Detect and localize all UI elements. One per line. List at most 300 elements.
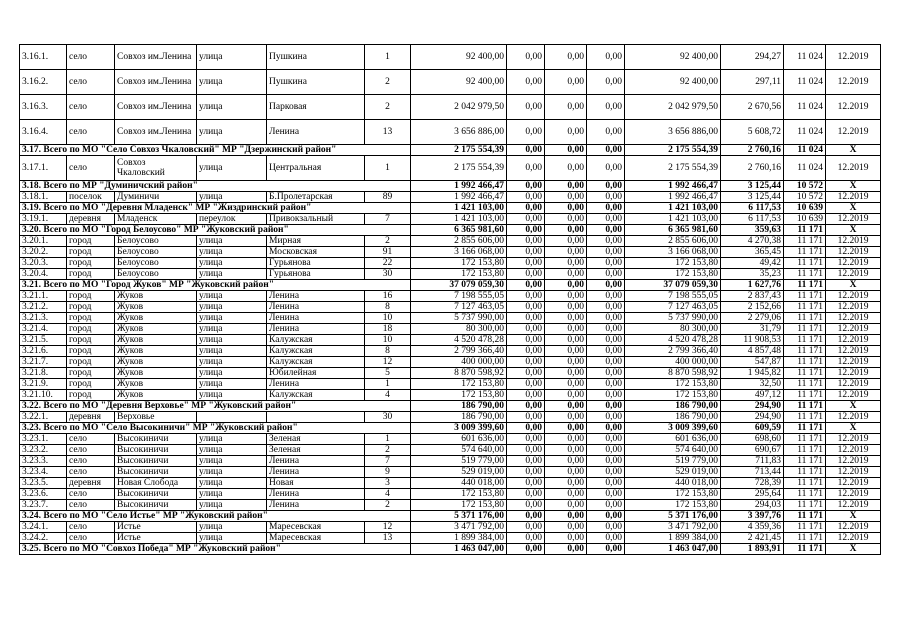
local-budget-cell: 0,00 — [587, 379, 625, 390]
fund-share-cell: 0,00 — [507, 280, 545, 291]
row-number-cell: 3.23.3. — [20, 456, 67, 467]
owners-funds-cell: 1 463 047,00 — [625, 544, 721, 555]
row-number-cell: 3.16.1. — [20, 45, 67, 70]
table-row — [20, 258, 881, 269]
max-cost-cell: 11 171 — [784, 489, 826, 500]
owners-funds-cell: 3 471 792,00 — [625, 522, 721, 533]
local-budget-cell: 0,00 — [587, 291, 625, 302]
street-type-cell: улица — [197, 467, 267, 478]
settlement-type-cell: село — [67, 533, 115, 544]
house-number-cell: 18 — [365, 324, 411, 335]
owners-funds-cell: 2 799 366,40 — [625, 346, 721, 357]
owners-funds-cell: 172 153,80 — [625, 500, 721, 511]
cost-per-sqm-cell: 711,83 — [721, 456, 784, 467]
local-budget-cell: 0,00 — [587, 357, 625, 368]
table-row — [20, 335, 881, 346]
street-name-cell: Зеленая — [267, 434, 365, 445]
local-budget-cell: 0,00 — [587, 434, 625, 445]
street-name-cell: Маресевская — [267, 533, 365, 544]
completion-date-cell: X — [826, 280, 881, 291]
subtotal-label: 3.25. Всего по МО "Совхоз Победа" МР "Жуковский район" — [20, 544, 411, 555]
total-cost-cell: 4 520 478,28 — [411, 335, 507, 346]
row-number-cell: 3.21.3. — [20, 313, 67, 324]
settlement-type-cell: город — [67, 368, 115, 379]
local-budget-cell: 0,00 — [587, 302, 625, 313]
owners-funds-cell: 601 636,00 — [625, 434, 721, 445]
fund-share-cell: 0,00 — [507, 368, 545, 379]
street-type-cell: улица — [197, 95, 267, 120]
fund-share-cell: 0,00 — [507, 95, 545, 120]
row-number-cell: 3.21.9. — [20, 379, 67, 390]
regional-budget-cell: 0,00 — [545, 70, 587, 95]
row-number-cell: 3.23.2. — [20, 445, 67, 456]
settlement-type-cell: деревня — [67, 478, 115, 489]
street-type-cell: улица — [197, 434, 267, 445]
row-number-cell: 3.18.1. — [20, 192, 67, 203]
row-number-cell: 3.16.3. — [20, 95, 67, 120]
street-type-cell: улица — [197, 346, 267, 357]
max-cost-cell: 11 171 — [784, 544, 826, 555]
cost-per-sqm-cell: 11 908,53 — [721, 335, 784, 346]
house-number-cell: 1 — [365, 434, 411, 445]
max-cost-cell: 11 171 — [784, 511, 826, 522]
total-cost-cell: 519 779,00 — [411, 456, 507, 467]
fund-share-cell: 0,00 — [507, 181, 545, 192]
settlement-name-cell: Жуков — [115, 291, 197, 302]
row-number-cell: 3.23.6. — [20, 489, 67, 500]
regional-budget-cell: 0,00 — [545, 45, 587, 70]
settlement-type-cell: город — [67, 324, 115, 335]
owners-funds-cell: 1 992 466,47 — [625, 192, 721, 203]
street-name-cell: Пушкина — [267, 70, 365, 95]
street-name-cell: Маресевская — [267, 522, 365, 533]
regional-budget-cell: 0,00 — [545, 192, 587, 203]
fund-share-cell: 0,00 — [507, 401, 545, 412]
cost-per-sqm-cell: 2 670,56 — [721, 95, 784, 120]
owners-funds-cell: 4 520 478,28 — [625, 335, 721, 346]
cost-per-sqm-cell: 3 125,44 — [721, 192, 784, 203]
settlement-name-cell: Жуков — [115, 346, 197, 357]
local-budget-cell: 0,00 — [587, 456, 625, 467]
total-cost-cell: 172 153,80 — [411, 269, 507, 280]
total-cost-cell: 1 421 103,00 — [411, 214, 507, 225]
local-budget-cell: 0,00 — [587, 423, 625, 434]
completion-date-cell: 12.2019 — [826, 390, 881, 401]
row-number-cell: 3.21.8. — [20, 368, 67, 379]
completion-date-cell: X — [826, 544, 881, 555]
owners-funds-cell: 3 656 886,00 — [625, 120, 721, 145]
local-budget-cell: 0,00 — [587, 522, 625, 533]
street-type-cell: улица — [197, 445, 267, 456]
local-budget-cell: 0,00 — [587, 214, 625, 225]
cost-per-sqm-cell: 295,64 — [721, 489, 784, 500]
subtotal-label: 3.23. Всего по МО "Село Высокиничи" МР "Жуковский район" — [20, 423, 411, 434]
settlement-type-cell: село — [67, 489, 115, 500]
fund-share-cell: 0,00 — [507, 156, 545, 181]
max-cost-cell: 11 171 — [784, 247, 826, 258]
completion-date-cell: 12.2019 — [826, 456, 881, 467]
completion-date-cell: X — [826, 145, 881, 156]
local-budget-cell: 0,00 — [587, 247, 625, 258]
row-number-cell: 3.24.1. — [20, 522, 67, 533]
street-name-cell: Ленина — [267, 313, 365, 324]
max-cost-cell: 10 572 — [784, 181, 826, 192]
completion-date-cell: 12.2019 — [826, 324, 881, 335]
street-name-cell: Ленина — [267, 489, 365, 500]
settlement-type-cell: город — [67, 335, 115, 346]
street-type-cell: переулок — [197, 214, 267, 225]
table-row — [20, 390, 881, 401]
settlement-type-cell: село — [67, 120, 115, 145]
settlement-type-cell: село — [67, 70, 115, 95]
cost-per-sqm-cell: 547,87 — [721, 357, 784, 368]
cost-per-sqm-cell: 497,12 — [721, 390, 784, 401]
street-name-cell: Б.Пролетарская — [267, 192, 365, 203]
regional-budget-cell: 0,00 — [545, 368, 587, 379]
street-name-cell: Ленина — [267, 120, 365, 145]
regional-budget-cell: 0,00 — [545, 412, 587, 423]
regional-budget-cell: 0,00 — [545, 280, 587, 291]
local-budget-cell: 0,00 — [587, 511, 625, 522]
total-cost-cell: 3 009 399,60 — [411, 423, 507, 434]
completion-date-cell: 12.2019 — [826, 247, 881, 258]
row-number-cell: 3.24.2. — [20, 533, 67, 544]
max-cost-cell: 11 171 — [784, 368, 826, 379]
fund-share-cell: 0,00 — [507, 225, 545, 236]
total-cost-cell: 186 790,00 — [411, 401, 507, 412]
cost-per-sqm-cell: 1 893,91 — [721, 544, 784, 555]
settlement-type-cell: село — [67, 434, 115, 445]
table-row — [20, 214, 881, 225]
settlement-name-cell: Белоусово — [115, 258, 197, 269]
street-type-cell: улица — [197, 302, 267, 313]
regional-budget-cell: 0,00 — [545, 291, 587, 302]
street-name-cell: Ленина — [267, 302, 365, 313]
completion-date-cell: X — [826, 203, 881, 214]
owners-funds-cell: 172 153,80 — [625, 390, 721, 401]
house-number-cell: 89 — [365, 192, 411, 203]
cost-per-sqm-cell: 4 857,48 — [721, 346, 784, 357]
completion-date-cell: X — [826, 181, 881, 192]
house-number-cell: 2 — [365, 236, 411, 247]
total-cost-cell: 3 471 792,00 — [411, 522, 507, 533]
max-cost-cell: 11 171 — [784, 258, 826, 269]
regional-budget-cell: 0,00 — [545, 511, 587, 522]
fund-share-cell: 0,00 — [507, 346, 545, 357]
settlement-name-cell: Белоусово — [115, 269, 197, 280]
house-number-cell: 5 — [365, 368, 411, 379]
street-name-cell: Гурьянова — [267, 258, 365, 269]
fund-share-cell: 0,00 — [507, 522, 545, 533]
subtotal-label: 3.19. Всего по МО "Деревня Младенск" МР "Жиздринский район" — [20, 203, 411, 214]
fund-share-cell: 0,00 — [507, 478, 545, 489]
fund-share-cell: 0,00 — [507, 434, 545, 445]
total-cost-cell: 1 899 384,00 — [411, 533, 507, 544]
total-cost-cell: 1 421 103,00 — [411, 203, 507, 214]
house-number-cell: 4 — [365, 489, 411, 500]
house-number-cell: 9 — [365, 467, 411, 478]
owners-funds-cell: 400 000,00 — [625, 357, 721, 368]
table-row — [20, 247, 881, 258]
owners-funds-cell: 172 153,80 — [625, 258, 721, 269]
completion-date-cell: 12.2019 — [826, 302, 881, 313]
max-cost-cell: 11 024 — [784, 45, 826, 70]
settlement-name-cell: Высокиничи — [115, 445, 197, 456]
house-number-cell: 13 — [365, 120, 411, 145]
max-cost-cell: 10 572 — [784, 192, 826, 203]
completion-date-cell: 12.2019 — [826, 313, 881, 324]
street-name-cell: Ленина — [267, 500, 365, 511]
house-number-cell: 2 — [365, 500, 411, 511]
max-cost-cell: 11 171 — [784, 390, 826, 401]
table-row — [20, 533, 881, 544]
cost-per-sqm-cell: 294,03 — [721, 500, 784, 511]
completion-date-cell: 12.2019 — [826, 379, 881, 390]
house-number-cell: 2 — [365, 445, 411, 456]
settlement-type-cell: город — [67, 236, 115, 247]
max-cost-cell: 11 171 — [784, 291, 826, 302]
owners-funds-cell: 80 300,00 — [625, 324, 721, 335]
street-type-cell: улица — [197, 456, 267, 467]
fund-share-cell: 0,00 — [507, 412, 545, 423]
settlement-type-cell: село — [67, 95, 115, 120]
house-number-cell: 12 — [365, 522, 411, 533]
regional-budget-cell: 0,00 — [545, 445, 587, 456]
table-row — [20, 445, 881, 456]
max-cost-cell: 11 171 — [784, 467, 826, 478]
settlement-name-cell: Новая Слобода — [115, 478, 197, 489]
local-budget-cell: 0,00 — [587, 95, 625, 120]
table-row — [20, 379, 881, 390]
street-type-cell — [197, 412, 267, 423]
owners-funds-cell: 440 018,00 — [625, 478, 721, 489]
house-number-cell: 8 — [365, 346, 411, 357]
owners-funds-cell: 5 737 990,00 — [625, 313, 721, 324]
cost-per-sqm-cell: 728,39 — [721, 478, 784, 489]
completion-date-cell: 12.2019 — [826, 120, 881, 145]
max-cost-cell: 11 024 — [784, 120, 826, 145]
regional-budget-cell: 0,00 — [545, 467, 587, 478]
table-row — [20, 434, 881, 445]
max-cost-cell: 11 171 — [784, 445, 826, 456]
subtotal-row — [20, 401, 881, 412]
owners-funds-cell: 37 079 059,30 — [625, 280, 721, 291]
total-cost-cell: 2 175 554,39 — [411, 145, 507, 156]
owners-funds-cell: 1 992 466,47 — [625, 181, 721, 192]
max-cost-cell: 11 171 — [784, 379, 826, 390]
house-number-cell: 22 — [365, 258, 411, 269]
total-cost-cell: 92 400,00 — [411, 45, 507, 70]
cost-per-sqm-cell: 294,90 — [721, 401, 784, 412]
street-name-cell: Зеленая — [267, 445, 365, 456]
settlement-name-cell: Совхоз им.Ленина — [115, 45, 197, 70]
local-budget-cell: 0,00 — [587, 390, 625, 401]
subtotal-row — [20, 544, 881, 555]
settlement-type-cell: село — [67, 467, 115, 478]
fund-share-cell: 0,00 — [507, 533, 545, 544]
regional-budget-cell: 0,00 — [545, 120, 587, 145]
cost-per-sqm-cell: 32,50 — [721, 379, 784, 390]
street-type-cell: улица — [197, 269, 267, 280]
total-cost-cell: 8 870 598,92 — [411, 368, 507, 379]
house-number-cell: 30 — [365, 412, 411, 423]
settlement-name-cell: Жуков — [115, 379, 197, 390]
total-cost-cell: 5 371 176,00 — [411, 511, 507, 522]
total-cost-cell: 172 153,80 — [411, 489, 507, 500]
street-type-cell: улица — [197, 313, 267, 324]
street-name-cell: Мирная — [267, 236, 365, 247]
owners-funds-cell: 1 421 103,00 — [625, 203, 721, 214]
table-row — [20, 192, 881, 203]
fund-share-cell: 0,00 — [507, 192, 545, 203]
fund-share-cell: 0,00 — [507, 390, 545, 401]
local-budget-cell: 0,00 — [587, 346, 625, 357]
owners-funds-cell: 5 371 176,00 — [625, 511, 721, 522]
local-budget-cell: 0,00 — [587, 236, 625, 247]
settlement-name-cell: Жуков — [115, 324, 197, 335]
owners-funds-cell: 172 153,80 — [625, 269, 721, 280]
regional-budget-cell: 0,00 — [545, 489, 587, 500]
regional-budget-cell: 0,00 — [545, 95, 587, 120]
settlement-name-cell: Младенск — [115, 214, 197, 225]
row-number-cell: 3.16.4. — [20, 120, 67, 145]
street-type-cell: улица — [197, 379, 267, 390]
total-cost-cell: 1 992 466,47 — [411, 192, 507, 203]
street-name-cell: Калужская — [267, 335, 365, 346]
completion-date-cell: 12.2019 — [826, 434, 881, 445]
total-cost-cell: 2 042 979,50 — [411, 95, 507, 120]
table-row — [20, 291, 881, 302]
max-cost-cell: 11 171 — [784, 269, 826, 280]
cost-per-sqm-cell: 2 760,16 — [721, 145, 784, 156]
fund-share-cell: 0,00 — [507, 258, 545, 269]
fund-share-cell: 0,00 — [507, 236, 545, 247]
local-budget-cell: 0,00 — [587, 500, 625, 511]
house-number-cell: 10 — [365, 335, 411, 346]
house-number-cell: 4 — [365, 390, 411, 401]
street-type-cell: улица — [197, 533, 267, 544]
settlement-type-cell: город — [67, 247, 115, 258]
cost-per-sqm-cell: 359,63 — [721, 225, 784, 236]
local-budget-cell: 0,00 — [587, 156, 625, 181]
table-body — [20, 45, 881, 555]
total-cost-cell: 601 636,00 — [411, 434, 507, 445]
total-cost-cell: 7 198 555,05 — [411, 291, 507, 302]
settlement-type-cell: село — [67, 156, 115, 181]
house-number-cell: 7 — [365, 456, 411, 467]
max-cost-cell: 11 171 — [784, 434, 826, 445]
total-cost-cell: 6 365 981,60 — [411, 225, 507, 236]
settlement-type-cell: деревня — [67, 412, 115, 423]
local-budget-cell: 0,00 — [587, 45, 625, 70]
cost-per-sqm-cell: 6 117,53 — [721, 214, 784, 225]
local-budget-cell: 0,00 — [587, 258, 625, 269]
owners-funds-cell: 574 640,00 — [625, 445, 721, 456]
completion-date-cell: 12.2019 — [826, 489, 881, 500]
settlement-name-cell: Истье — [115, 522, 197, 533]
cost-per-sqm-cell: 4 270,38 — [721, 236, 784, 247]
settlement-type-cell: село — [67, 445, 115, 456]
regional-budget-cell: 0,00 — [545, 379, 587, 390]
fund-share-cell: 0,00 — [507, 456, 545, 467]
owners-funds-cell: 2 042 979,50 — [625, 95, 721, 120]
subtotal-row — [20, 423, 881, 434]
owners-funds-cell: 2 175 554,39 — [625, 145, 721, 156]
completion-date-cell: 12.2019 — [826, 357, 881, 368]
table-row — [20, 302, 881, 313]
max-cost-cell: 11 171 — [784, 500, 826, 511]
completion-date-cell: 12.2019 — [826, 368, 881, 379]
owners-funds-cell: 2 855 606,00 — [625, 236, 721, 247]
cost-per-sqm-cell: 690,67 — [721, 445, 784, 456]
total-cost-cell: 529 019,00 — [411, 467, 507, 478]
max-cost-cell: 11 024 — [784, 95, 826, 120]
street-type-cell: улица — [197, 70, 267, 95]
settlement-type-cell: город — [67, 291, 115, 302]
fund-share-cell: 0,00 — [507, 313, 545, 324]
street-name-cell: Ленина — [267, 467, 365, 478]
document-sheet — [19, 44, 881, 555]
regional-budget-cell: 0,00 — [545, 346, 587, 357]
settlement-name-cell: Белоусово — [115, 247, 197, 258]
fund-share-cell: 0,00 — [507, 379, 545, 390]
settlement-name-cell: Высокиничи — [115, 467, 197, 478]
max-cost-cell: 11 171 — [784, 456, 826, 467]
settlement-name-cell: Высокиничи — [115, 500, 197, 511]
row-number-cell: 3.21.6. — [20, 346, 67, 357]
street-name-cell: Гурьянова — [267, 269, 365, 280]
street-name-cell: Ленина — [267, 324, 365, 335]
completion-date-cell: 12.2019 — [826, 346, 881, 357]
housing-program-table — [19, 44, 881, 555]
regional-budget-cell: 0,00 — [545, 258, 587, 269]
fund-share-cell: 0,00 — [507, 467, 545, 478]
settlement-type-cell: город — [67, 390, 115, 401]
local-budget-cell: 0,00 — [587, 70, 625, 95]
local-budget-cell: 0,00 — [587, 412, 625, 423]
cost-per-sqm-cell: 713,44 — [721, 467, 784, 478]
max-cost-cell: 11 024 — [784, 156, 826, 181]
settlement-name-cell: Белоусово — [115, 236, 197, 247]
local-budget-cell: 0,00 — [587, 445, 625, 456]
fund-share-cell: 0,00 — [507, 291, 545, 302]
street-name-cell: Калужская — [267, 357, 365, 368]
regional-budget-cell: 0,00 — [545, 423, 587, 434]
settlement-type-cell: город — [67, 258, 115, 269]
settlement-name-cell: Совхоз им.Ленина — [115, 70, 197, 95]
subtotal-row — [20, 225, 881, 236]
completion-date-cell: 12.2019 — [826, 236, 881, 247]
row-number-cell: 3.21.5. — [20, 335, 67, 346]
settlement-name-cell: Совхоз им.Ленина — [115, 95, 197, 120]
local-budget-cell: 0,00 — [587, 533, 625, 544]
fund-share-cell: 0,00 — [507, 324, 545, 335]
regional-budget-cell: 0,00 — [545, 214, 587, 225]
local-budget-cell: 0,00 — [587, 203, 625, 214]
house-number-cell: 13 — [365, 533, 411, 544]
cost-per-sqm-cell: 31,79 — [721, 324, 784, 335]
total-cost-cell: 172 153,80 — [411, 379, 507, 390]
row-number-cell: 3.16.2. — [20, 70, 67, 95]
street-name-cell: Ленина — [267, 291, 365, 302]
street-type-cell: улица — [197, 478, 267, 489]
owners-funds-cell: 1 899 384,00 — [625, 533, 721, 544]
local-budget-cell: 0,00 — [587, 192, 625, 203]
completion-date-cell: X — [826, 511, 881, 522]
fund-share-cell: 0,00 — [507, 544, 545, 555]
total-cost-cell: 37 079 059,30 — [411, 280, 507, 291]
table-row — [20, 478, 881, 489]
